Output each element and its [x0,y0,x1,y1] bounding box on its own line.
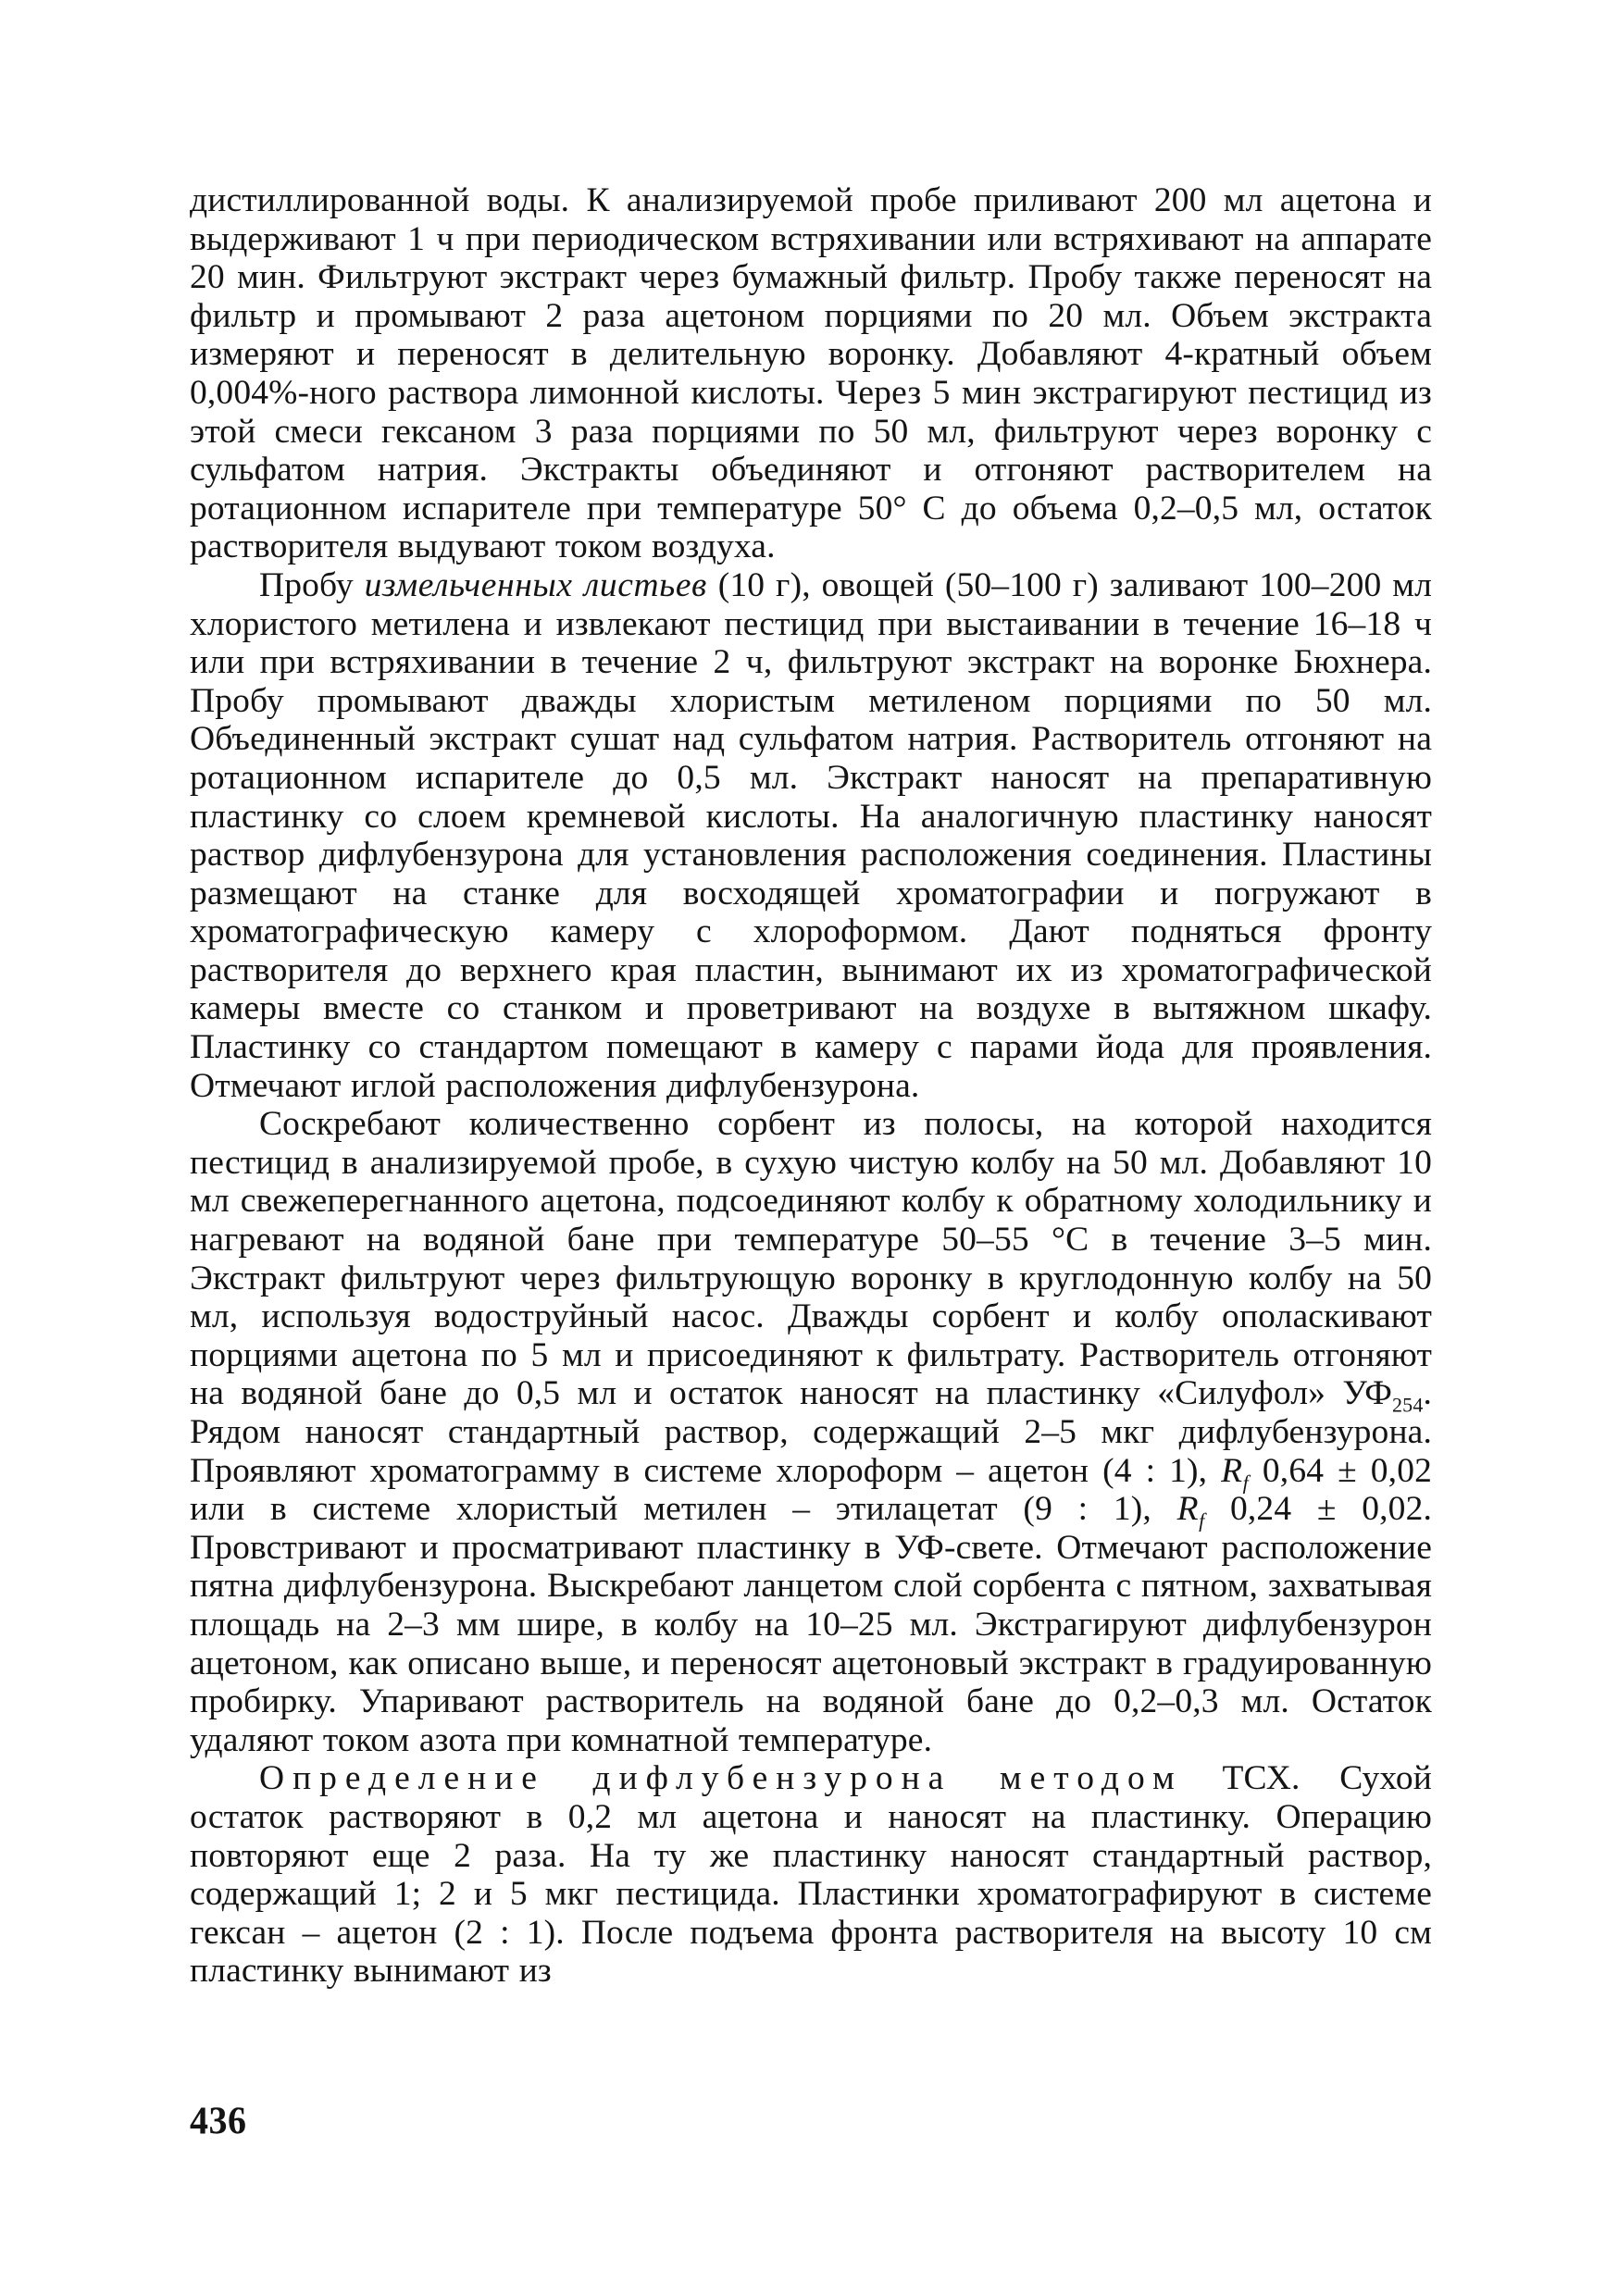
paragraph-1 [190,181,1432,566]
subscript-text: f [1199,1508,1205,1533]
paragraph-text: 0,64 ± 0,02 или в системе хлористый метилен – этилацетат (9 : 1), [190,1451,1432,1529]
paragraph-text: . Рядом наносят стандартный раствор, содержащий 2–5 мкг дифлубензурона. Проявляют хроматограмму в системе хлороформ – ацетон (4 : 1), [190,1374,1432,1490]
paragraph-text: Соскребают количественно сорбент из полосы, на которой находится пестицид в анализируемой пробе, в сухую чистую колбу на 50 мл. Добавляют 10 мл свежеперегнанного ацетона, подсоединяют колбу к обратному холодильнику и нагревают на водяной бане при температуре 50–55 °С в течение 3–5 мин. Экстракт фильтруют через фильтрующую воронку в круглодонную колбу на 50 мл, используя водоструйный насос. Дважды сорбент и колбу ополаскивают порциями ацетона по 5 мл и присоединяют к фильтрату. Растворитель отгоняют на водяной бане до 0,5 мл и остаток наносят на пластинку «Силуфол» УФ [190,1105,1432,1413]
paragraph-text: дистиллированной воды. К анализируемой пробе приливают 200 мл ацетона и выдерживают 1 ч при периодическом встряхивании или встряхивают на аппарате 20 мин. Фильтруют экстракт через бумажный фильтр. Пробу также переносят на фильтр и промывают 2 раза ацетоном порциями по 20 мл. Объем экстракта измеряют и переносят в делительную воронку. Добавляют 4-кратный объем 0,004%-ного раствора лимонной кислоты. Через 5 мин экстрагируют пестицид из этой смеси гексаном 3 раза порциями по 50 мл, фильтруют через воронку с сульфатом натрия. Экстракты объединяют и отгоняют растворителем на ротационном испарителе при температуре 50° С до объема 0,2–0,5 мл, остаток растворителя выдувают током воздуха. [190,181,1432,566]
italic-text: измельченных листьев [364,565,707,604]
paragraph-text: Пробу [259,565,365,604]
page-number: 436 [190,2098,247,2143]
paragraph-text: (10 г), овощей (50–100 г) заливают 100–200 мл хлористого метилена и извлекают пестицид при выстаивании в течение 16–18 ч или при встряхивании в течение 2 ч, фильтруют экстракт на воронке Бюхнера. Пробу промывают дважды хлористым метиленом порциями по 50 мл. Объединенный экстракт сушат над сульфатом натрия. Растворитель отгоняют на ротационном испарителе до 0,5 мл. Экстракт наносят на препаративную пластинку со слоем кремневой кислоты. На аналогичную пластинку наносят раствор дифлубензурона для установления расположения соединения. Пластины размещают на станке для восходящей хроматографии и погружают в хроматографическую камеру с хлороформом. Дают подняться фронту растворителя до верхнего края пластин, вынимают их из хроматографической камеры вместе со станком и проветривают на воздухе в вытяжном шкафу. Пластинку со стандартом помещают в камеру с парами йода для проявления. Отмечают иглой расположения дифлубензурона. [190,565,1432,1105]
paragraph-text: 0,24 ± 0,02. Провстривают и просматривают пластинку в УФ-свете. Отмечают расположение пятна дифлубензурона. Выскребают ланцетом слой сорбента с пятном, захватывая площадь на 2–3 мм шире, в колбу на 10–25 мл. Экстрагируют дифлубензурон ацетоном, как описано выше, и переносят ацетоновый экстракт в градуированную пробирку. Упаривают растворитель на водяной бане до 0,2–0,3 мл. Остаток удаляют током азота при комнатной температуре. [190,1490,1432,1759]
body-text [190,181,1432,1991]
paragraph-3 [190,1105,1432,1759]
paragraph-4 [190,1759,1432,1991]
spaced-heading-text: Определение дифлубензурона методом [259,1759,1183,1798]
subscript-text: 254 [1392,1393,1424,1417]
italic-text: R [1221,1451,1243,1490]
italic-text: R [1176,1490,1200,1529]
paragraph-text: ТСХ. Сухой остаток растворяют в 0,2 мл ацетона и наносят на пластинку. Операцию повторяют еще 2 раза. На ту же пластинку наносят стандартный раствор, содержащий 1; 2 и 5 мкг пестицида. Пластинки хроматографируют в системе гексан – ацетон (2 : 1). После подъема фронта растворителя на высоту 10 см пластинку вынимают из [190,1759,1432,1991]
paragraph-2 [190,566,1432,1105]
subscript-text: f [1242,1471,1249,1495]
